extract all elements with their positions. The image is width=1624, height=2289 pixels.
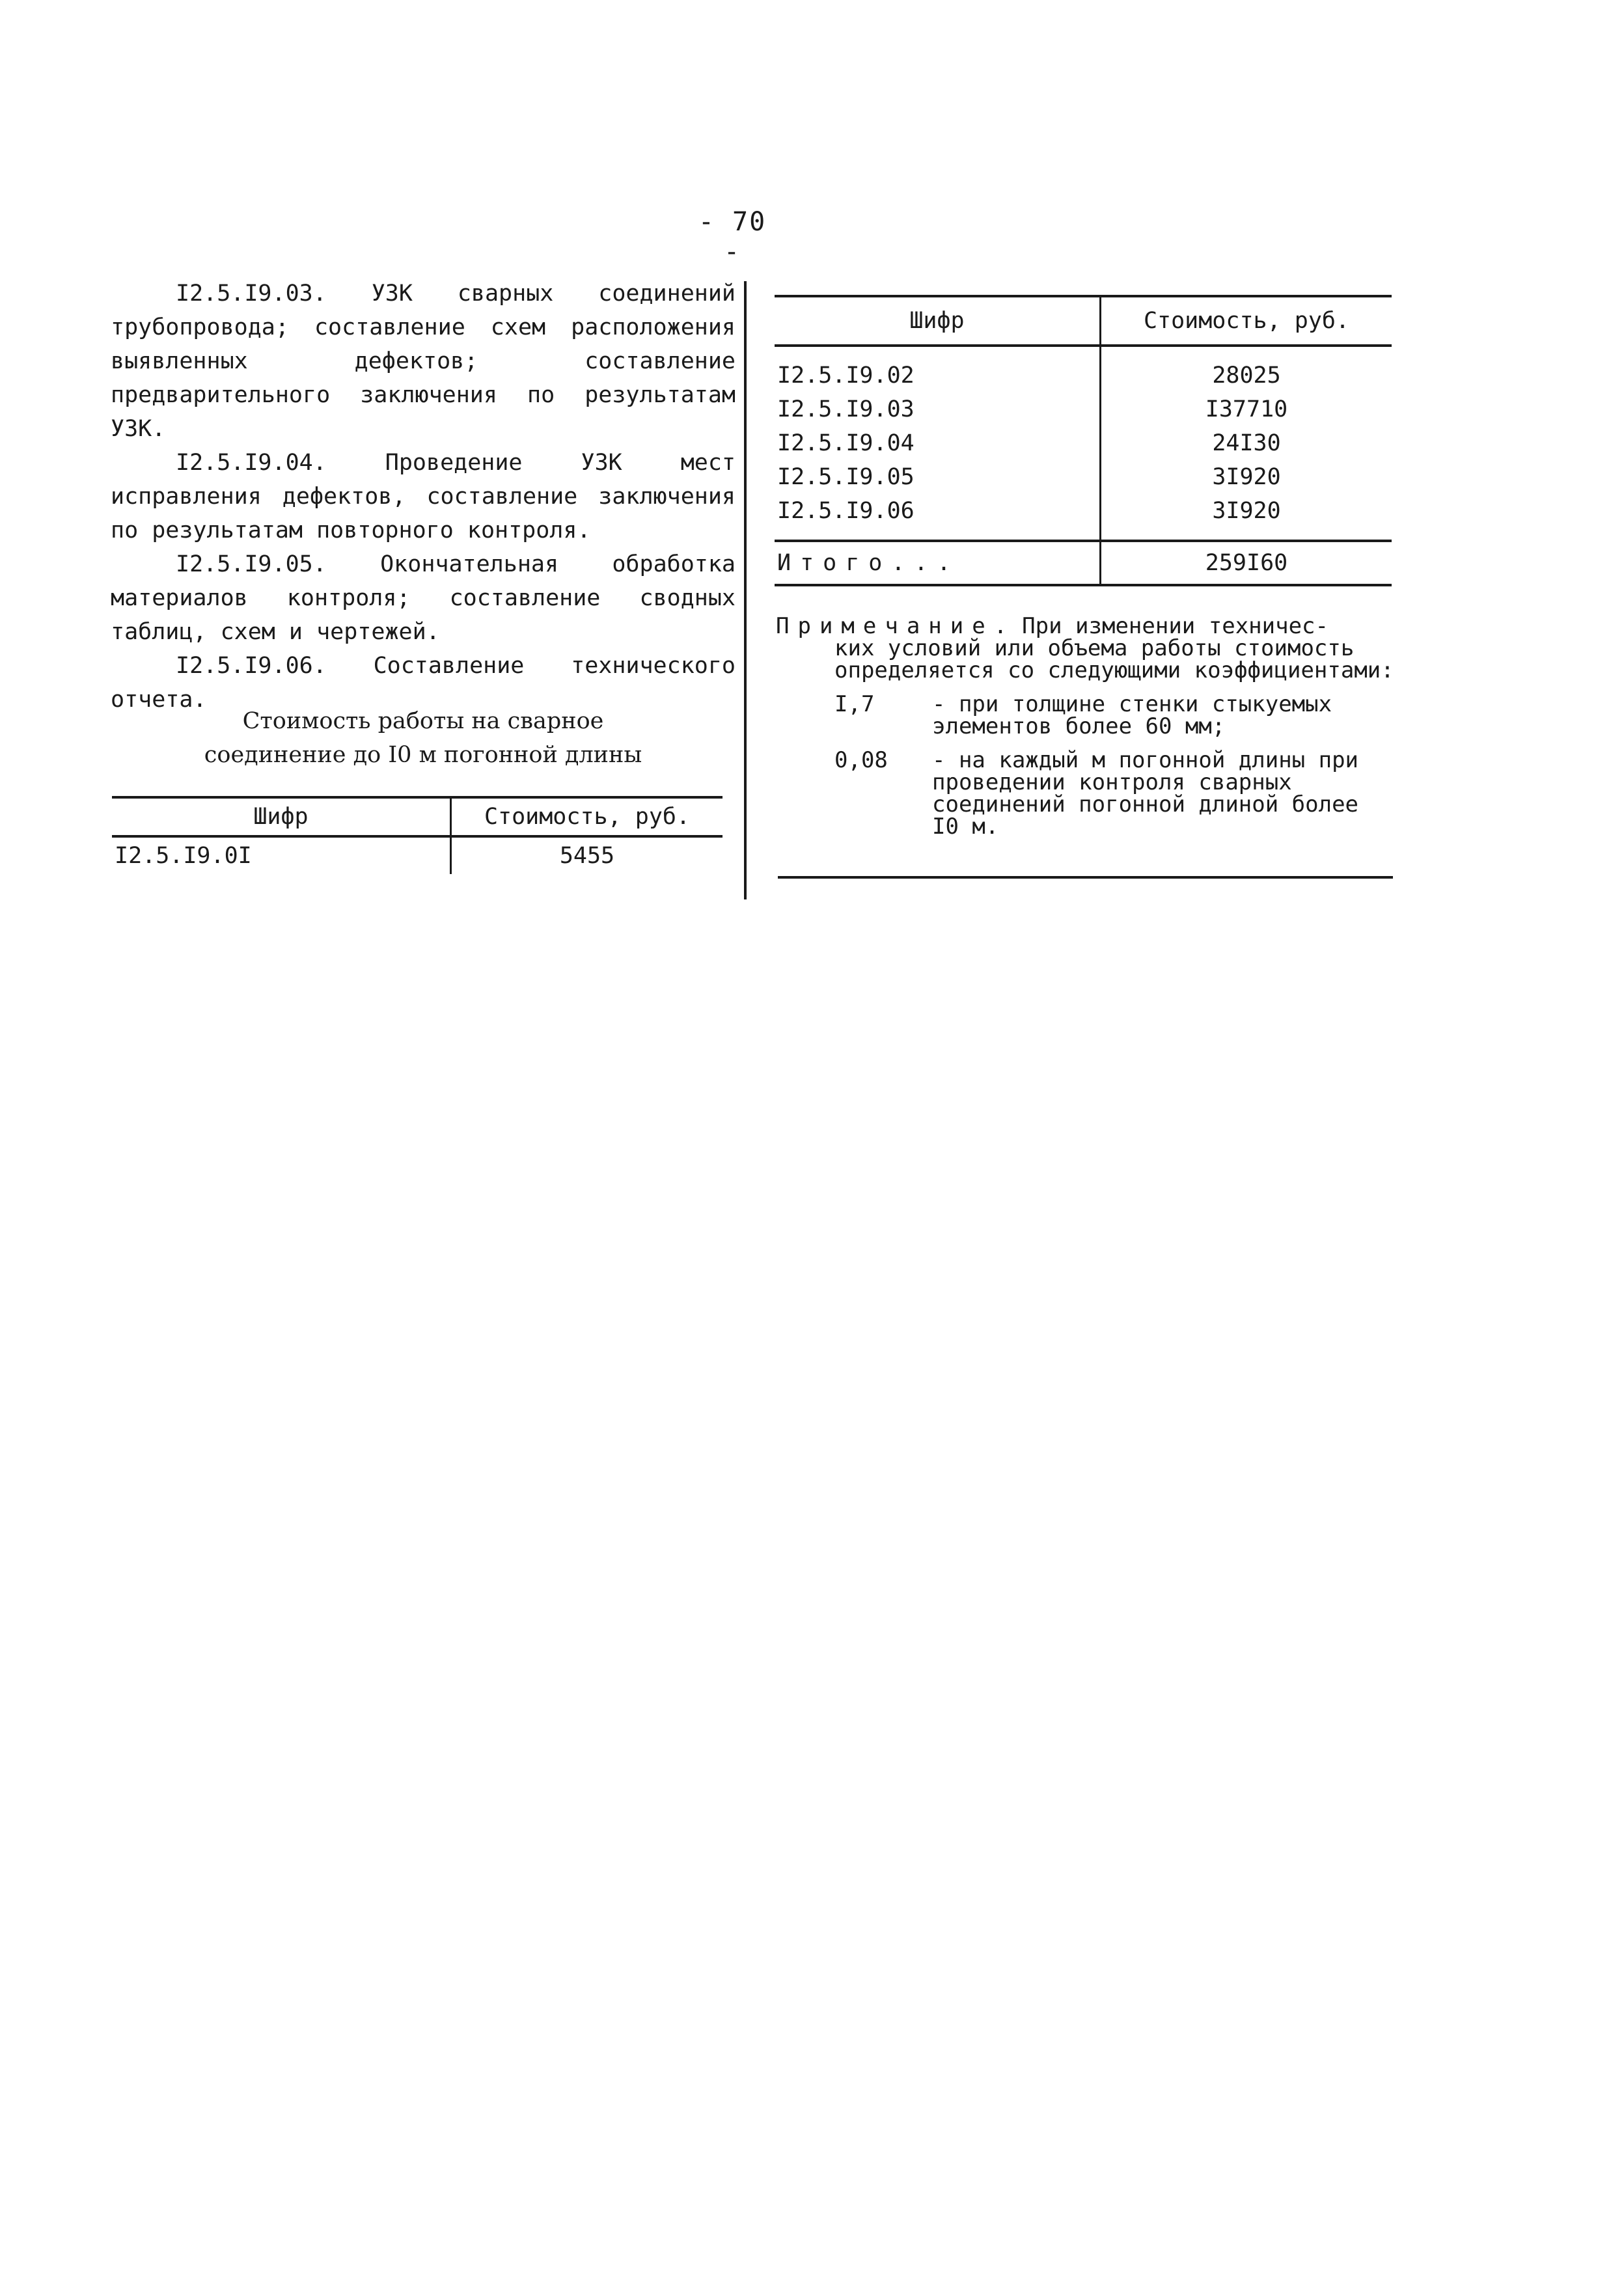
header-code: Шифр	[112, 797, 451, 836]
coefficient-value: 0,08	[834, 747, 888, 773]
table-row	[775, 392, 1392, 426]
table-header-row	[775, 296, 1392, 346]
row-cost: 28025	[1212, 363, 1281, 389]
left-column	[111, 277, 736, 717]
row-cost: 24I30	[1212, 430, 1281, 456]
note-text-first: При изменении техничес-	[1022, 613, 1328, 639]
row-code: I2.5.I9.0I	[112, 836, 451, 874]
column-divider	[744, 281, 747, 899]
paragraph-2: I2.5.I9.04. Проведение УЗК мест исправления дефектов, составление заключения по результатам повторного контроля.	[111, 450, 736, 543]
table-row	[775, 426, 1392, 460]
cost-table-right	[775, 295, 1392, 586]
row-code: I2.5.I9.02	[775, 346, 1101, 392]
paragraph-3: I2.5.I9.05. Окончательная обработка материалов контроля; составление сводных таблиц, схем и чертежей.	[111, 551, 736, 645]
coefficient-item	[834, 749, 1401, 838]
page-number: - 70 -	[698, 207, 767, 267]
table-header-row	[112, 797, 723, 836]
note-bottom-rule	[778, 876, 1393, 879]
header-cost: Стоимость, руб.	[1143, 308, 1350, 334]
caption-line-1: Стоимость работы на сварное	[242, 708, 604, 734]
table-row	[112, 836, 723, 874]
row-code: I2.5.I9.04	[775, 426, 1101, 460]
paragraph-1: I2.5.I9.03. УЗК сварных соединений трубопровода; составление схем расположения выявленных дефектов; составление предварительного заключения по результатам УЗК.	[111, 281, 736, 442]
row-cost: 3I920	[1212, 498, 1281, 524]
row-code: I2.5.I9.05	[775, 460, 1101, 494]
row-cost: I37710	[1205, 396, 1288, 422]
table-row	[775, 494, 1392, 541]
note-label: Примечание.	[776, 613, 1016, 639]
table-caption	[111, 704, 736, 772]
coefficient-item	[834, 693, 1401, 737]
row-code: I2.5.I9.03	[775, 392, 1101, 426]
row-cost: 3I920	[1212, 464, 1281, 490]
note-text: ких условий или объема работы стоимость определяется со следующими коэффициентами:	[834, 635, 1394, 683]
row-cost: 5455	[559, 843, 615, 869]
note-heading	[776, 615, 1401, 637]
row-code: I2.5.I9.06	[775, 494, 1101, 541]
note-block	[776, 615, 1401, 838]
total-label: Итого...	[775, 541, 1101, 585]
caption-line-2: соединение до I0 м погонной длины	[204, 742, 642, 768]
coefficient-text: - при толщине стенки стыкуемых элементов более 60 мм;	[932, 691, 1332, 739]
total-value: 259I60	[1205, 550, 1288, 576]
header-code: Шифр	[775, 296, 1101, 346]
table-row	[775, 346, 1392, 392]
paragraph-4: I2.5.I9.06. Составление технического отчета.	[111, 653, 736, 713]
total-row	[775, 541, 1392, 585]
table-row	[775, 460, 1392, 494]
header-cost: Стоимость, руб.	[484, 804, 691, 830]
coefficient-value: I,7	[834, 691, 875, 717]
coefficient-text: - на каждый м погонной длины при проведении контроля сварных соединений погонной длиной более I0 м.	[932, 747, 1359, 840]
cost-table-left	[112, 796, 723, 874]
